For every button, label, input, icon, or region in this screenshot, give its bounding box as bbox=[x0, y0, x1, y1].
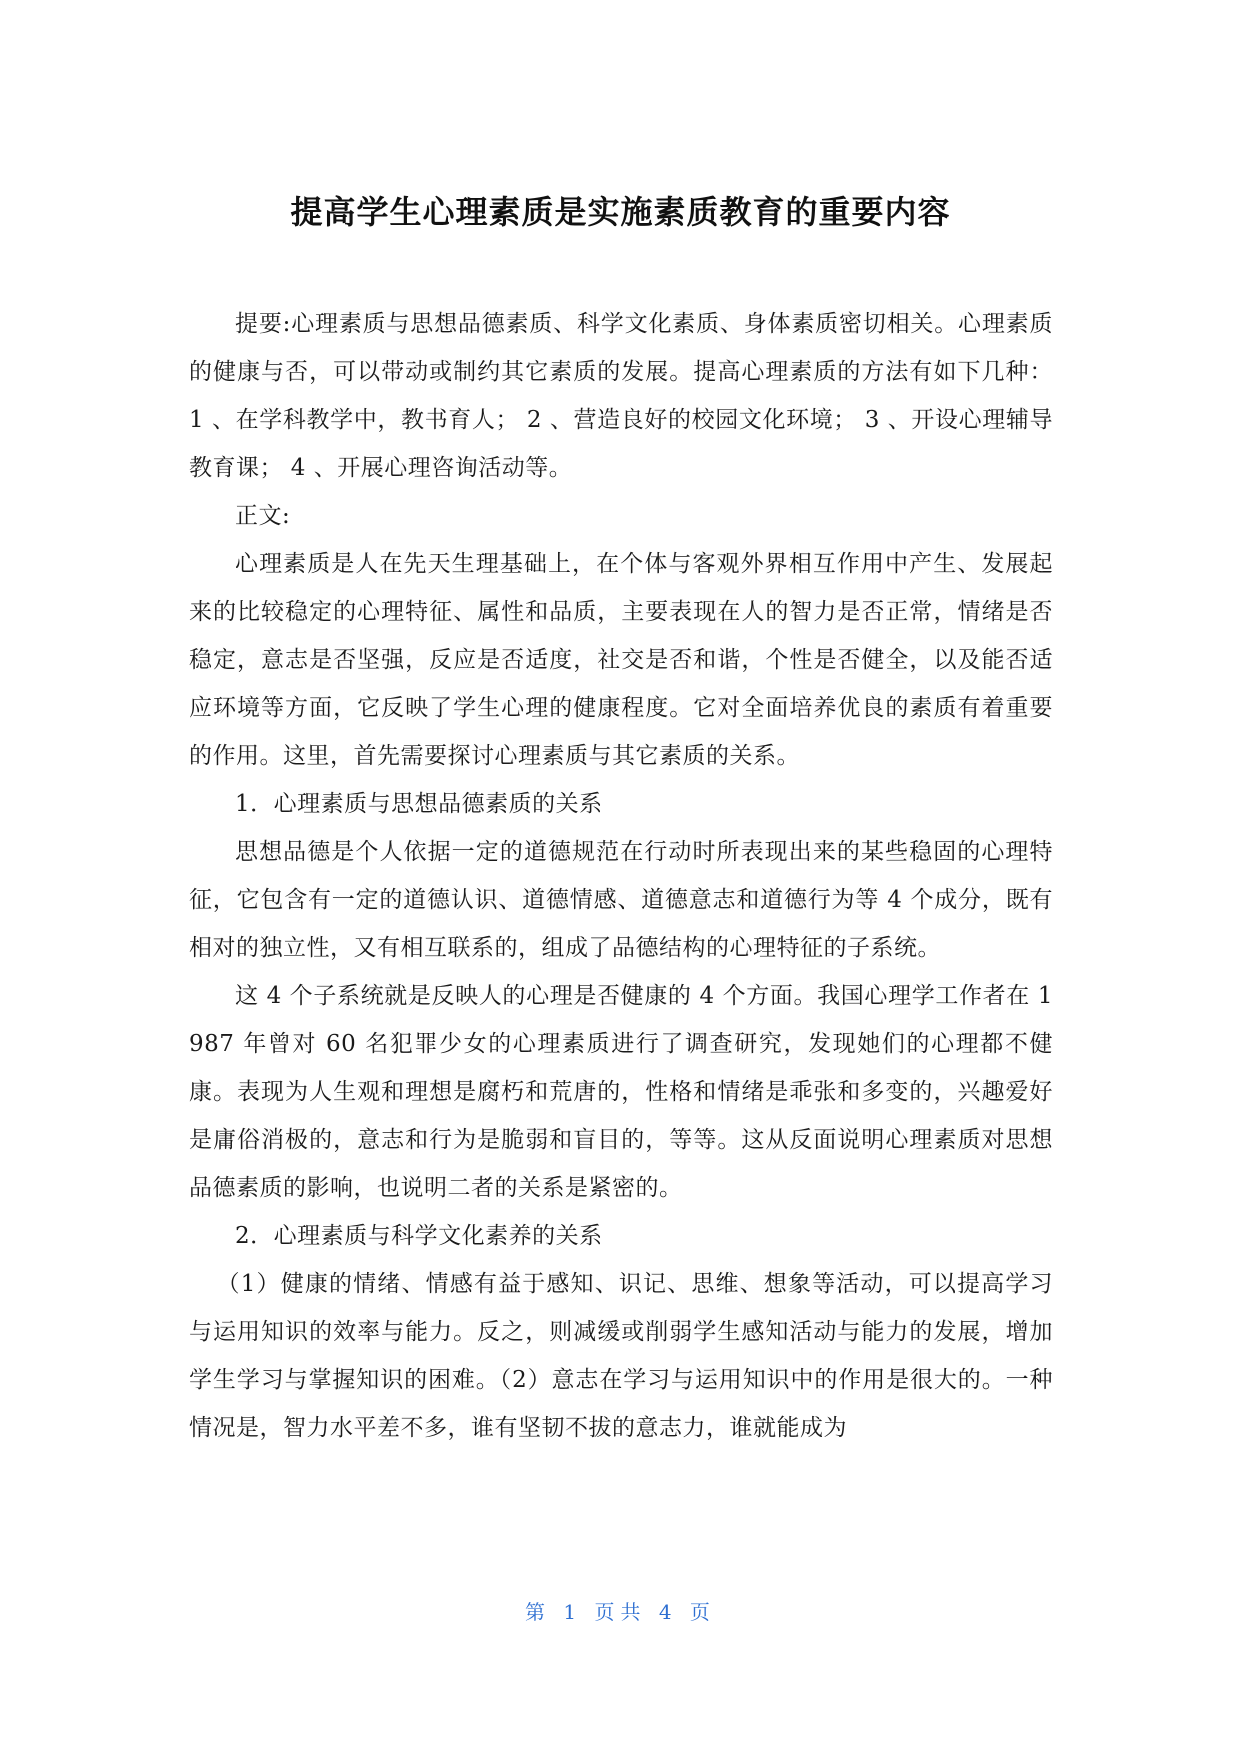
section-heading: 2．心理素质与科学文化素养的关系 bbox=[235, 1223, 603, 1249]
body-paragraph: （1）健康的情绪、情感有益于感知、识记、思维、想象等活动，可以提高学习与运用知识的效率与能力。反之，则减缓或削弱学生感知活动与能力的发展，增加学生学习与掌握知识的困难。（2）意志在学习与运用知识中的作用是很大的。一种情况是，智力水平差不多，谁有坚韧不拔的意志力，谁就能成为 bbox=[189, 1271, 1053, 1441]
body-heading-label: 正文: bbox=[235, 503, 291, 529]
section-heading: 1．心理素质与思想品德素质的关系 bbox=[235, 791, 603, 817]
body-paragraph: 心理素质是人在先天生理基础上，在个体与客观外界相互作用中产生、发展起来的比较稳定的心理特征、属性和品质，主要表现在人的智力是否正常，情绪是否稳定，意志是否坚强，反应是否适度，社交是否和谐，个性是否健全，以及能否适应环境等方面，它反映了学生心理的健康程度。它对全面培养优良的素质有着重要的作用。这里，首先需要探讨心理素质与其它素质的关系。 bbox=[189, 551, 1053, 769]
page-number-footer: 第 1 页共 4 页 bbox=[525, 1600, 716, 1624]
body-paragraph: 思想品德是个人依据一定的道德规范在行动时所表现出来的某些稳固的心理特征，它包含有一定的道德认识、道德情感、道德意志和道德行为等 4 个成分，既有相对的独立性，又有相互联系的，组成了品德结构的心理特征的子系统。 bbox=[189, 839, 1053, 961]
abstract-paragraph: 提要:心理素质与思想品德素质、科学文化素质、身体素质密切相关。心理素质的健康与否，可以带动或制约其它素质的发展。提高心理素质的方法有如下几种： 1 、在学科教学中，教书育人； 2 、营造良好的校园文化环境； 3 、开设心理辅导教育课； 4 、开展心理咨询活动等。 bbox=[189, 311, 1053, 481]
document-title: 提高学生心理素质是实施素质教育的重要内容 bbox=[290, 193, 951, 231]
body-paragraph: 这 4 个子系统就是反映人的心理是否健康的 4 个方面。我国心理学工作者在 1987 年曾对 60 名犯罪少女的心理素质进行了调查研究，发现她们的心理都不健康。表现为人生观和理想是腐朽和荒唐的，性格和情绪是乖张和多变的，兴趣爱好是庸俗消极的，意志和行为是脆弱和盲目的，等等。这从反面说明心理素质对思想品德素质的影响，也说明二者的关系是紧密的。 bbox=[189, 983, 1053, 1201]
document-body bbox=[189, 300, 1053, 1452]
